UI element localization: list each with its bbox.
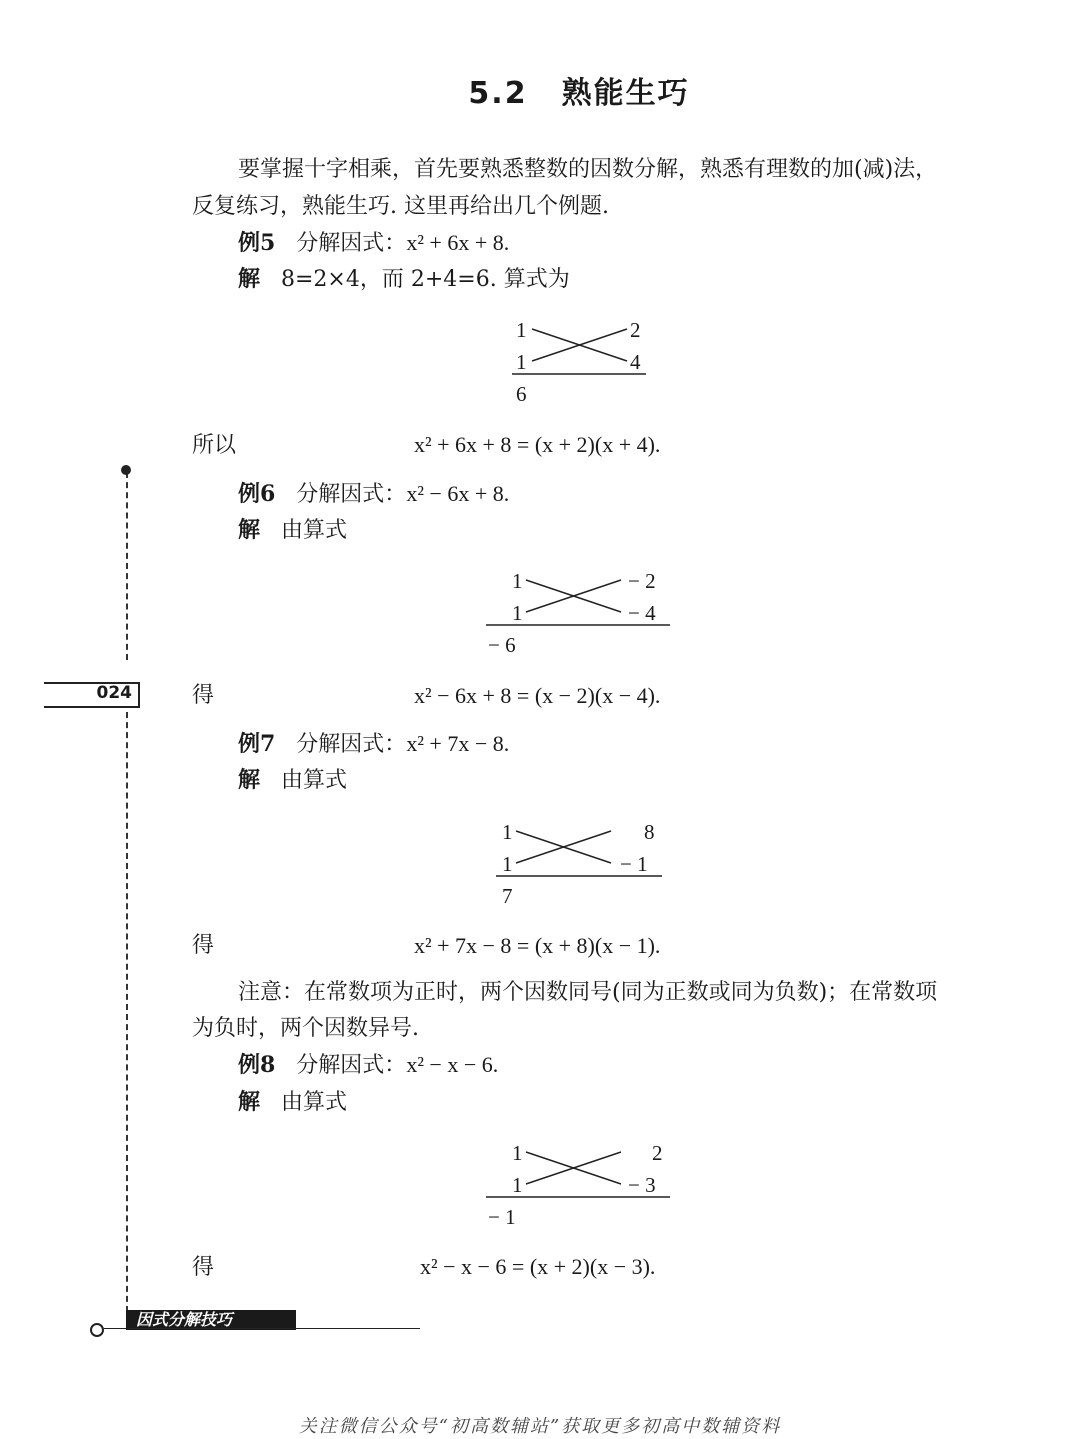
example-8-result-label: 得 [192, 1255, 215, 1280]
cross-bottom-left: 1 [516, 350, 527, 374]
example-5-heading [238, 225, 509, 262]
example-8-solution [238, 1084, 347, 1121]
solution-label: 解 [238, 266, 261, 292]
solution-label: 解 [238, 1089, 261, 1115]
example-label: 例7 [238, 731, 276, 757]
example-7-heading [238, 726, 509, 763]
example-6-solution [238, 512, 347, 549]
solution-text: 由算式 [281, 518, 348, 543]
example-prompt: 分解因式： [296, 482, 407, 507]
section-heading: 熟能生巧 [561, 76, 690, 111]
note-line-2: 为负时，两个因数异号. [192, 1016, 419, 1041]
cross-top-right: 8 [644, 820, 655, 844]
cross-top-left: 1 [512, 1141, 523, 1165]
cross-top-right: − 2 [628, 569, 656, 593]
example-7-result: x² + 7x − 8 = (x + 8)(x − 1). [414, 933, 661, 958]
cross-bottom-right: 4 [630, 350, 641, 374]
section-title [0, 68, 1080, 112]
example-prompt: 分解因式： [296, 1053, 407, 1078]
example-6-result-label: 得 [192, 683, 215, 708]
cross-top-left: 1 [512, 569, 523, 593]
cross-sum: − 1 [488, 1205, 516, 1229]
example-5-result-label: 所以 [192, 433, 237, 458]
example-expression: x² + 7x − 8. [406, 731, 510, 756]
solution-label: 解 [238, 517, 261, 543]
cross-bottom-right: − 3 [628, 1173, 656, 1197]
cross-bottom-left: 1 [512, 1173, 523, 1197]
cross-bottom-right: − 1 [620, 852, 648, 876]
page-number: 024 [96, 683, 132, 703]
example-8-heading [238, 1047, 498, 1084]
intro-line-1: 要掌握十字相乘，首先要熟悉整数的因数分解，熟悉有理数的加(减)法， [238, 157, 938, 182]
example-6-result: x² − 6x + 8 = (x − 2)(x − 4). [414, 683, 661, 708]
cross-sum: 6 [516, 382, 527, 406]
solution-text: 由算式 [281, 768, 348, 793]
example-label: 例6 [238, 481, 276, 507]
example-label: 例8 [238, 1052, 276, 1078]
example-6-heading [238, 476, 509, 513]
footer-circle-ornament [90, 1323, 104, 1337]
margin-dot [121, 465, 131, 475]
note-line-1: 注意：在常数项为正时，两个因数同号(同为正数或同为负数)；在常数项 [238, 980, 938, 1005]
cross-bottom-left: 1 [512, 601, 523, 625]
example-5-result: x² + 6x + 8 = (x + 2)(x + 4). [414, 432, 661, 457]
cross-bottom-right: − 4 [628, 601, 656, 625]
example-expression: x² − x − 6. [406, 1052, 499, 1077]
solution-text: 8=2×4，而 2+4=6. 算式为 [281, 267, 570, 292]
margin-dashed-line-bottom [126, 712, 128, 1312]
solution-text: 由算式 [281, 1090, 348, 1115]
cross-bottom-left: 1 [502, 852, 513, 876]
example-prompt: 分解因式： [296, 231, 407, 256]
example-7-solution [238, 762, 347, 799]
page-number-tab [44, 682, 140, 708]
intro-line-2: 反复练习，熟能生巧. 这里再给出几个例题. [192, 194, 609, 219]
example-8-result: x² − x − 6 = (x + 2)(x − 3). [420, 1254, 656, 1279]
cross-top-right: 2 [652, 1141, 663, 1165]
example-label: 例5 [238, 230, 276, 256]
section-number: 5.2 [468, 76, 528, 111]
footer-rule [104, 1328, 420, 1329]
watermark-text: 关注微信公众号“初高数辅站”获取更多初高中数辅资料 [298, 1416, 782, 1437]
cross-sum: 7 [502, 884, 513, 908]
solution-label: 解 [238, 767, 261, 793]
example-expression: x² − 6x + 8. [406, 481, 510, 506]
cross-top-left: 1 [502, 820, 513, 844]
example-expression: x² + 6x + 8. [406, 230, 510, 255]
cross-top-right: 2 [630, 318, 641, 342]
margin-dashed-line-top [126, 472, 128, 660]
running-footer-label: 因式分解技巧 [126, 1310, 296, 1330]
example-prompt: 分解因式： [296, 732, 407, 757]
cross-top-left: 1 [516, 318, 527, 342]
example-7-result-label: 得 [192, 933, 215, 958]
cross-sum: − 6 [488, 633, 516, 657]
example-5-solution [238, 261, 570, 298]
